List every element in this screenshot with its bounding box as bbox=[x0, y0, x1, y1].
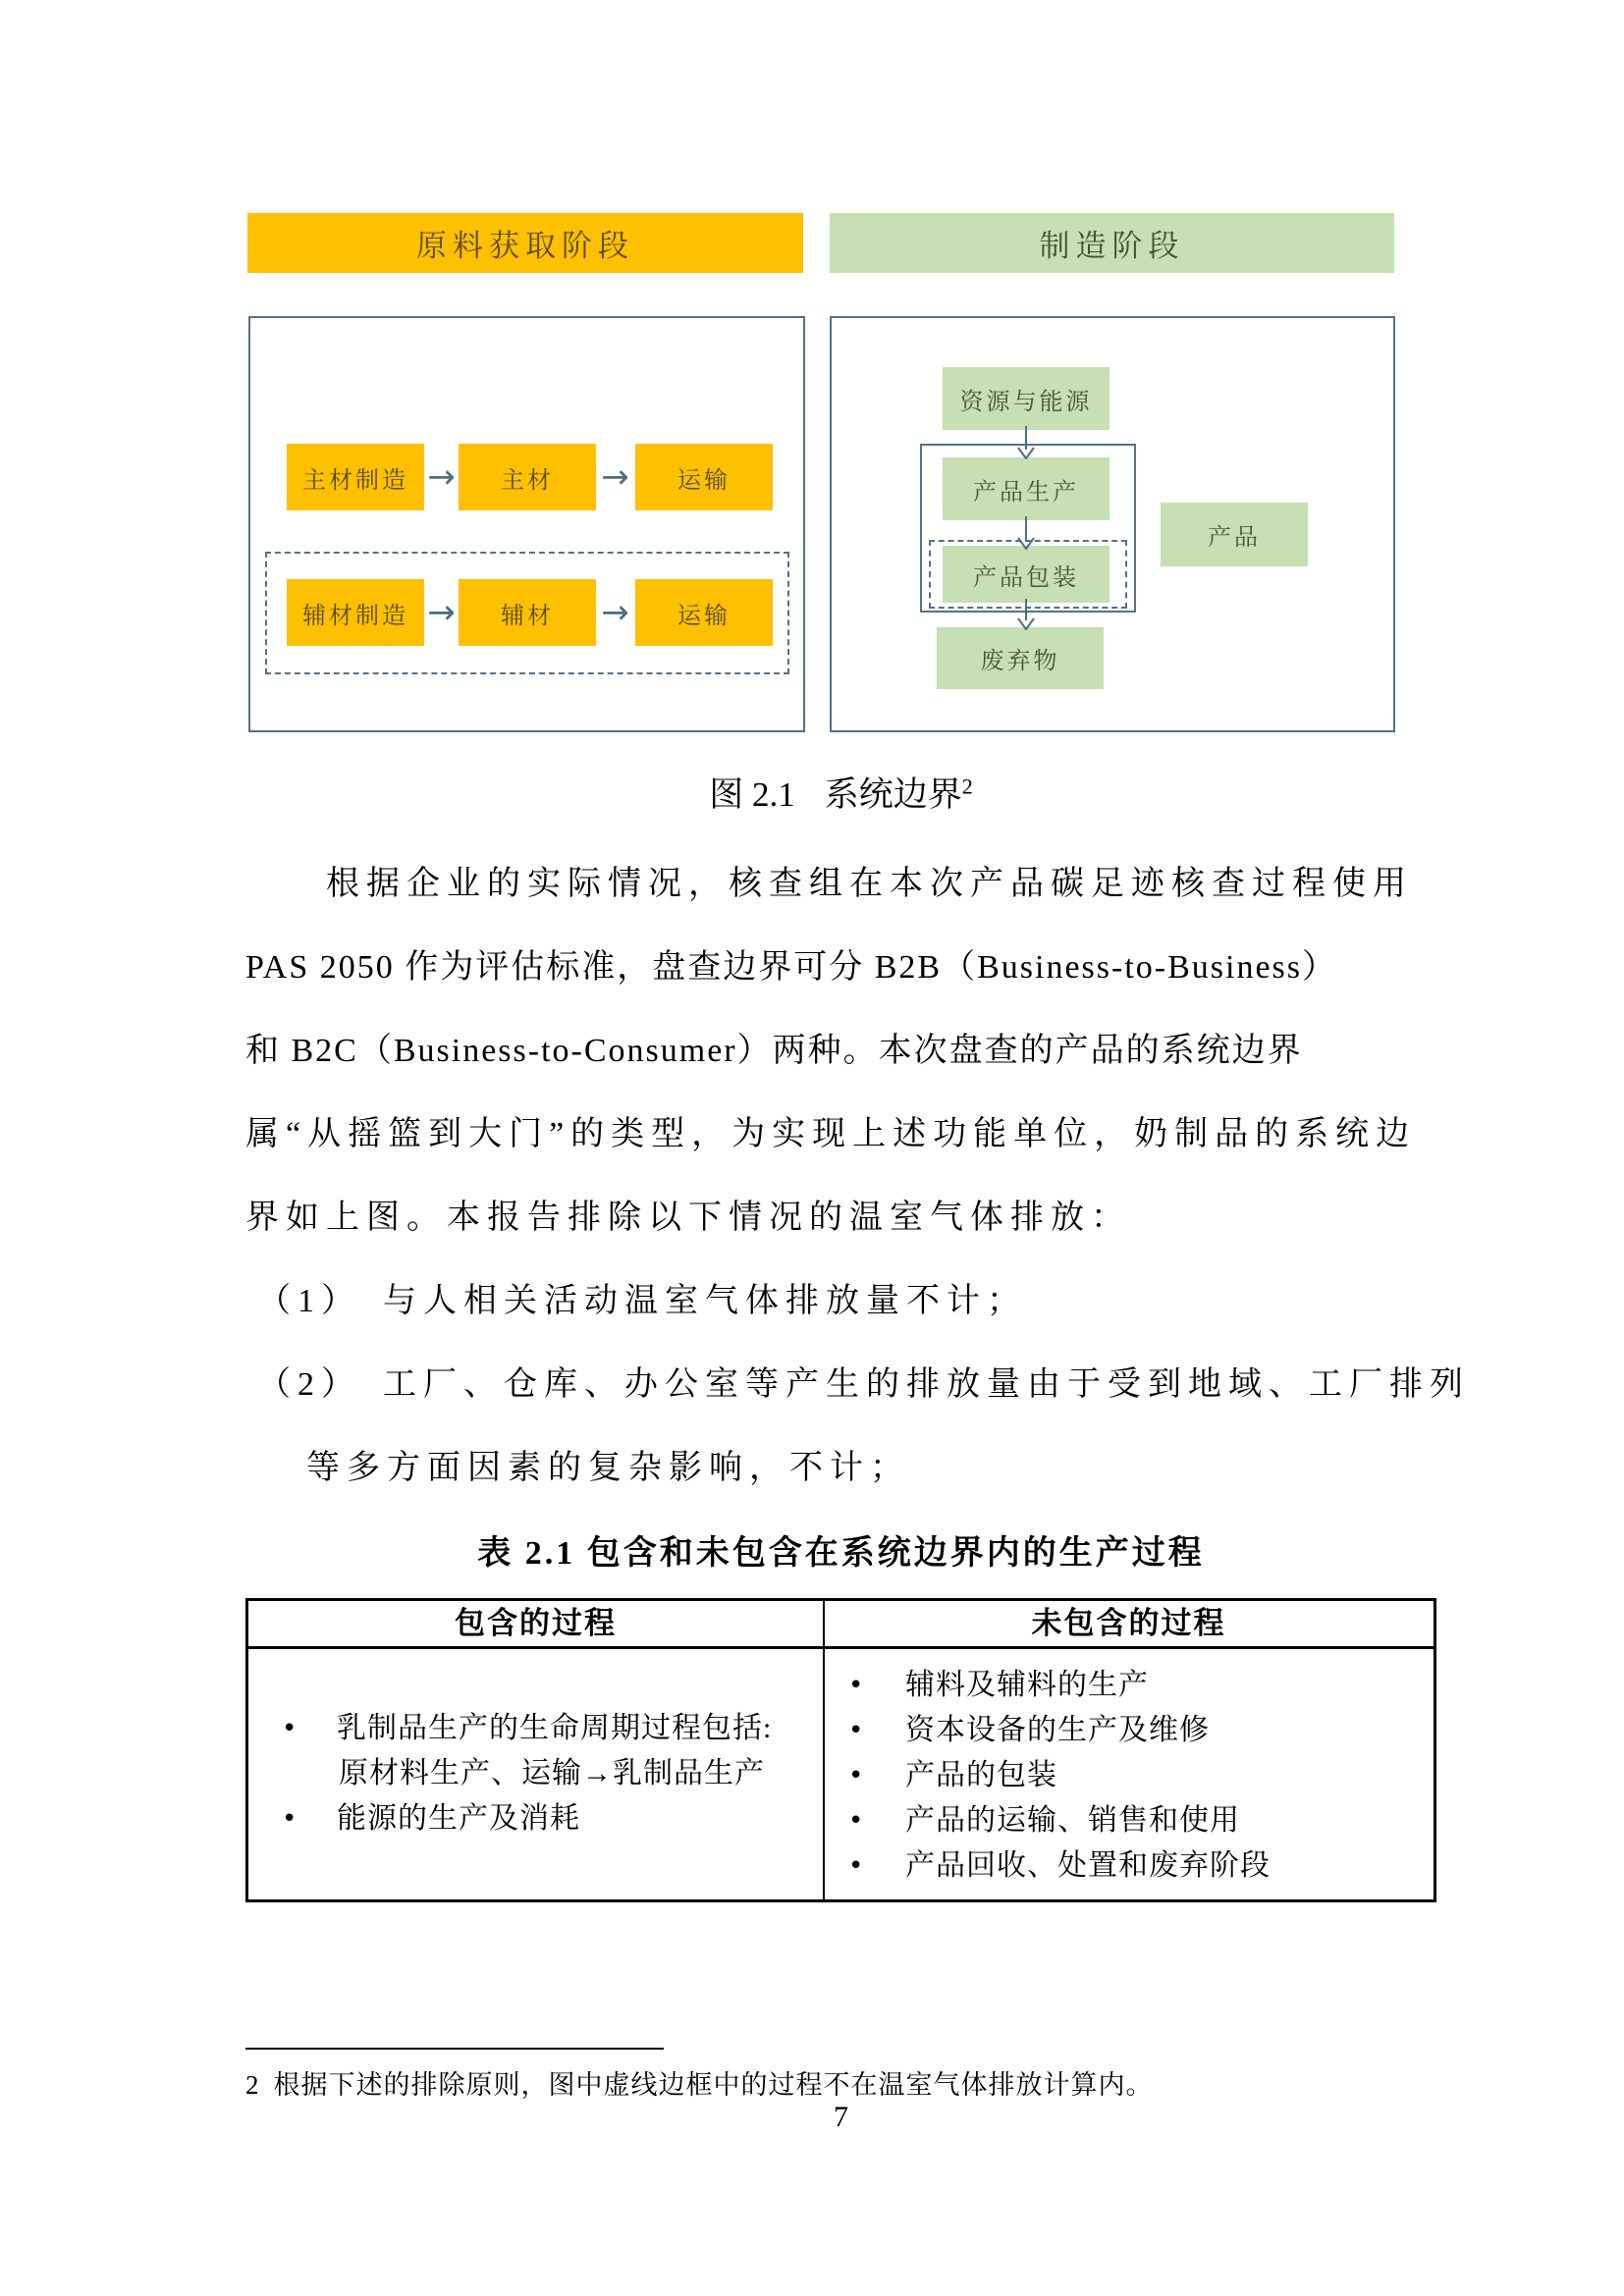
bullet-icon: • bbox=[282, 1714, 298, 1743]
paragraph-line: PAS 2050 作为评估标准，盘查边界可分 B2B（Business-to-Business） bbox=[245, 949, 1338, 986]
table-header-excluded: 未包含的过程 bbox=[1031, 1606, 1226, 1640]
right-arrow-icon: → bbox=[601, 593, 629, 632]
bullet-text: 乳制品生产的生命周期过程包括: bbox=[337, 1712, 773, 1744]
list-item bbox=[245, 1343, 1470, 1426]
page-number: 7 bbox=[834, 2101, 848, 2133]
figure-caption-label: 图 2.1 bbox=[709, 775, 795, 814]
figure-caption-title: 系统边界 bbox=[824, 775, 962, 814]
footnote-divider bbox=[245, 2048, 664, 2050]
footnote-reference: 2 bbox=[961, 774, 973, 799]
list-item-marker: （2） bbox=[257, 1366, 361, 1403]
flow-box-main-material: 主材 bbox=[459, 444, 596, 510]
bullet-text: 能源的生产及消耗 bbox=[337, 1802, 580, 1835]
flow-box-product-packaging: 产品包装 bbox=[943, 546, 1110, 603]
paragraph-line: 和 B2C（Business-to-Consumer）两种。本次盘查的产品的系统边界 bbox=[245, 1033, 1303, 1069]
flow-box-waste: 废弃物 bbox=[937, 627, 1104, 689]
bullet-item bbox=[848, 1663, 1423, 1708]
bullet-item bbox=[848, 1843, 1423, 1889]
manufacturing-stage-panel bbox=[830, 316, 1395, 732]
figure-caption bbox=[245, 768, 1436, 817]
list-item-text: 工厂、仓库、办公室等产生的排放量由于受到地域、工厂排列 bbox=[383, 1366, 1470, 1403]
bullet-icon: • bbox=[282, 1804, 298, 1834]
paragraph-line: 属“从摇篮到大门”的类型，为实现上述功能单位，奶制品的系统边 bbox=[245, 1116, 1417, 1152]
bullet-text: 资本设备的生产及维修 bbox=[905, 1714, 1210, 1746]
bullet-text: 产品回收、处置和废弃阶段 bbox=[905, 1849, 1271, 1882]
list-item-continuation: 等多方面因素的复杂影响，不计； bbox=[306, 1450, 910, 1486]
bullet-icon: • bbox=[848, 1806, 865, 1836]
flow-box-transport: 运输 bbox=[635, 444, 773, 510]
flow-box-main-material-manufacture: 主材制造 bbox=[287, 444, 424, 510]
bullet-item bbox=[282, 1796, 813, 1842]
down-arrow-icon bbox=[1014, 516, 1038, 550]
footnote bbox=[245, 2063, 1436, 2102]
flow-box-aux-material: 辅材 bbox=[459, 579, 596, 646]
flow-box-product: 产品 bbox=[1161, 503, 1308, 566]
exclusion-list bbox=[245, 1259, 1470, 1510]
paragraph-line: 界如上图。本报告排除以下情况的温室气体排放： bbox=[245, 1200, 1131, 1236]
list-item-marker: （1） bbox=[257, 1283, 361, 1319]
material-stage-panel bbox=[248, 316, 805, 732]
right-arrow-icon: → bbox=[427, 593, 456, 632]
bullet-text: 产品的运输、销售和使用 bbox=[905, 1804, 1240, 1837]
down-arrow-icon bbox=[1014, 599, 1038, 630]
bullet-text: 产品的包装 bbox=[905, 1759, 1057, 1791]
table-header-row bbox=[248, 1601, 1434, 1649]
table-cell-included bbox=[248, 1649, 825, 1902]
table-title: 表 2.1 包含和未包含在系统边界内的生产过程 bbox=[477, 1535, 1205, 1572]
bullet-icon: • bbox=[848, 1851, 865, 1881]
footnote-marker: 2 bbox=[245, 2070, 260, 2100]
right-arrow-icon: → bbox=[601, 457, 629, 497]
included-excluded-table bbox=[245, 1598, 1436, 1902]
bullet-item-continuation: 原材料生产、运输→乳制品生产 bbox=[339, 1757, 765, 1789]
paragraph-line: 根据企业的实际情况，核查组在本次产品碳足迹核查过程使用 bbox=[326, 866, 1413, 902]
manufacturing-stage-header: 制造阶段 bbox=[830, 213, 1394, 273]
right-arrow-icon: → bbox=[427, 457, 456, 497]
bullet-item bbox=[848, 1708, 1423, 1753]
list-item-text: 与人相关活动温室气体排放量不计； bbox=[383, 1283, 1027, 1319]
bullet-item bbox=[282, 1706, 813, 1751]
flow-box-resources-energy: 资源与能源 bbox=[943, 367, 1110, 430]
down-arrow-icon bbox=[1014, 426, 1038, 459]
bullet-icon: • bbox=[848, 1761, 865, 1790]
flow-box-aux-material-manufacture: 辅材制造 bbox=[287, 579, 424, 646]
bullet-text: 辅料及辅料的生产 bbox=[905, 1669, 1149, 1701]
flow-box-transport: 运输 bbox=[635, 579, 773, 646]
bullet-icon: • bbox=[848, 1716, 865, 1745]
table-header-included: 包含的过程 bbox=[248, 1601, 825, 1646]
body-paragraph bbox=[245, 842, 1436, 1259]
flow-box-product-production: 产品生产 bbox=[943, 457, 1110, 520]
footnote-text: 根据下述的排除原则，图中虚线边框中的过程不在温室气体排放计算内。 bbox=[273, 2070, 1154, 2100]
list-item bbox=[245, 1259, 1436, 1343]
bullet-item bbox=[848, 1798, 1423, 1843]
table-cell-excluded bbox=[825, 1649, 1433, 1902]
table-body-row bbox=[248, 1649, 1434, 1902]
material-stage-header: 原料获取阶段 bbox=[247, 213, 803, 273]
bullet-icon: • bbox=[848, 1671, 865, 1700]
bullet-item bbox=[848, 1753, 1423, 1798]
